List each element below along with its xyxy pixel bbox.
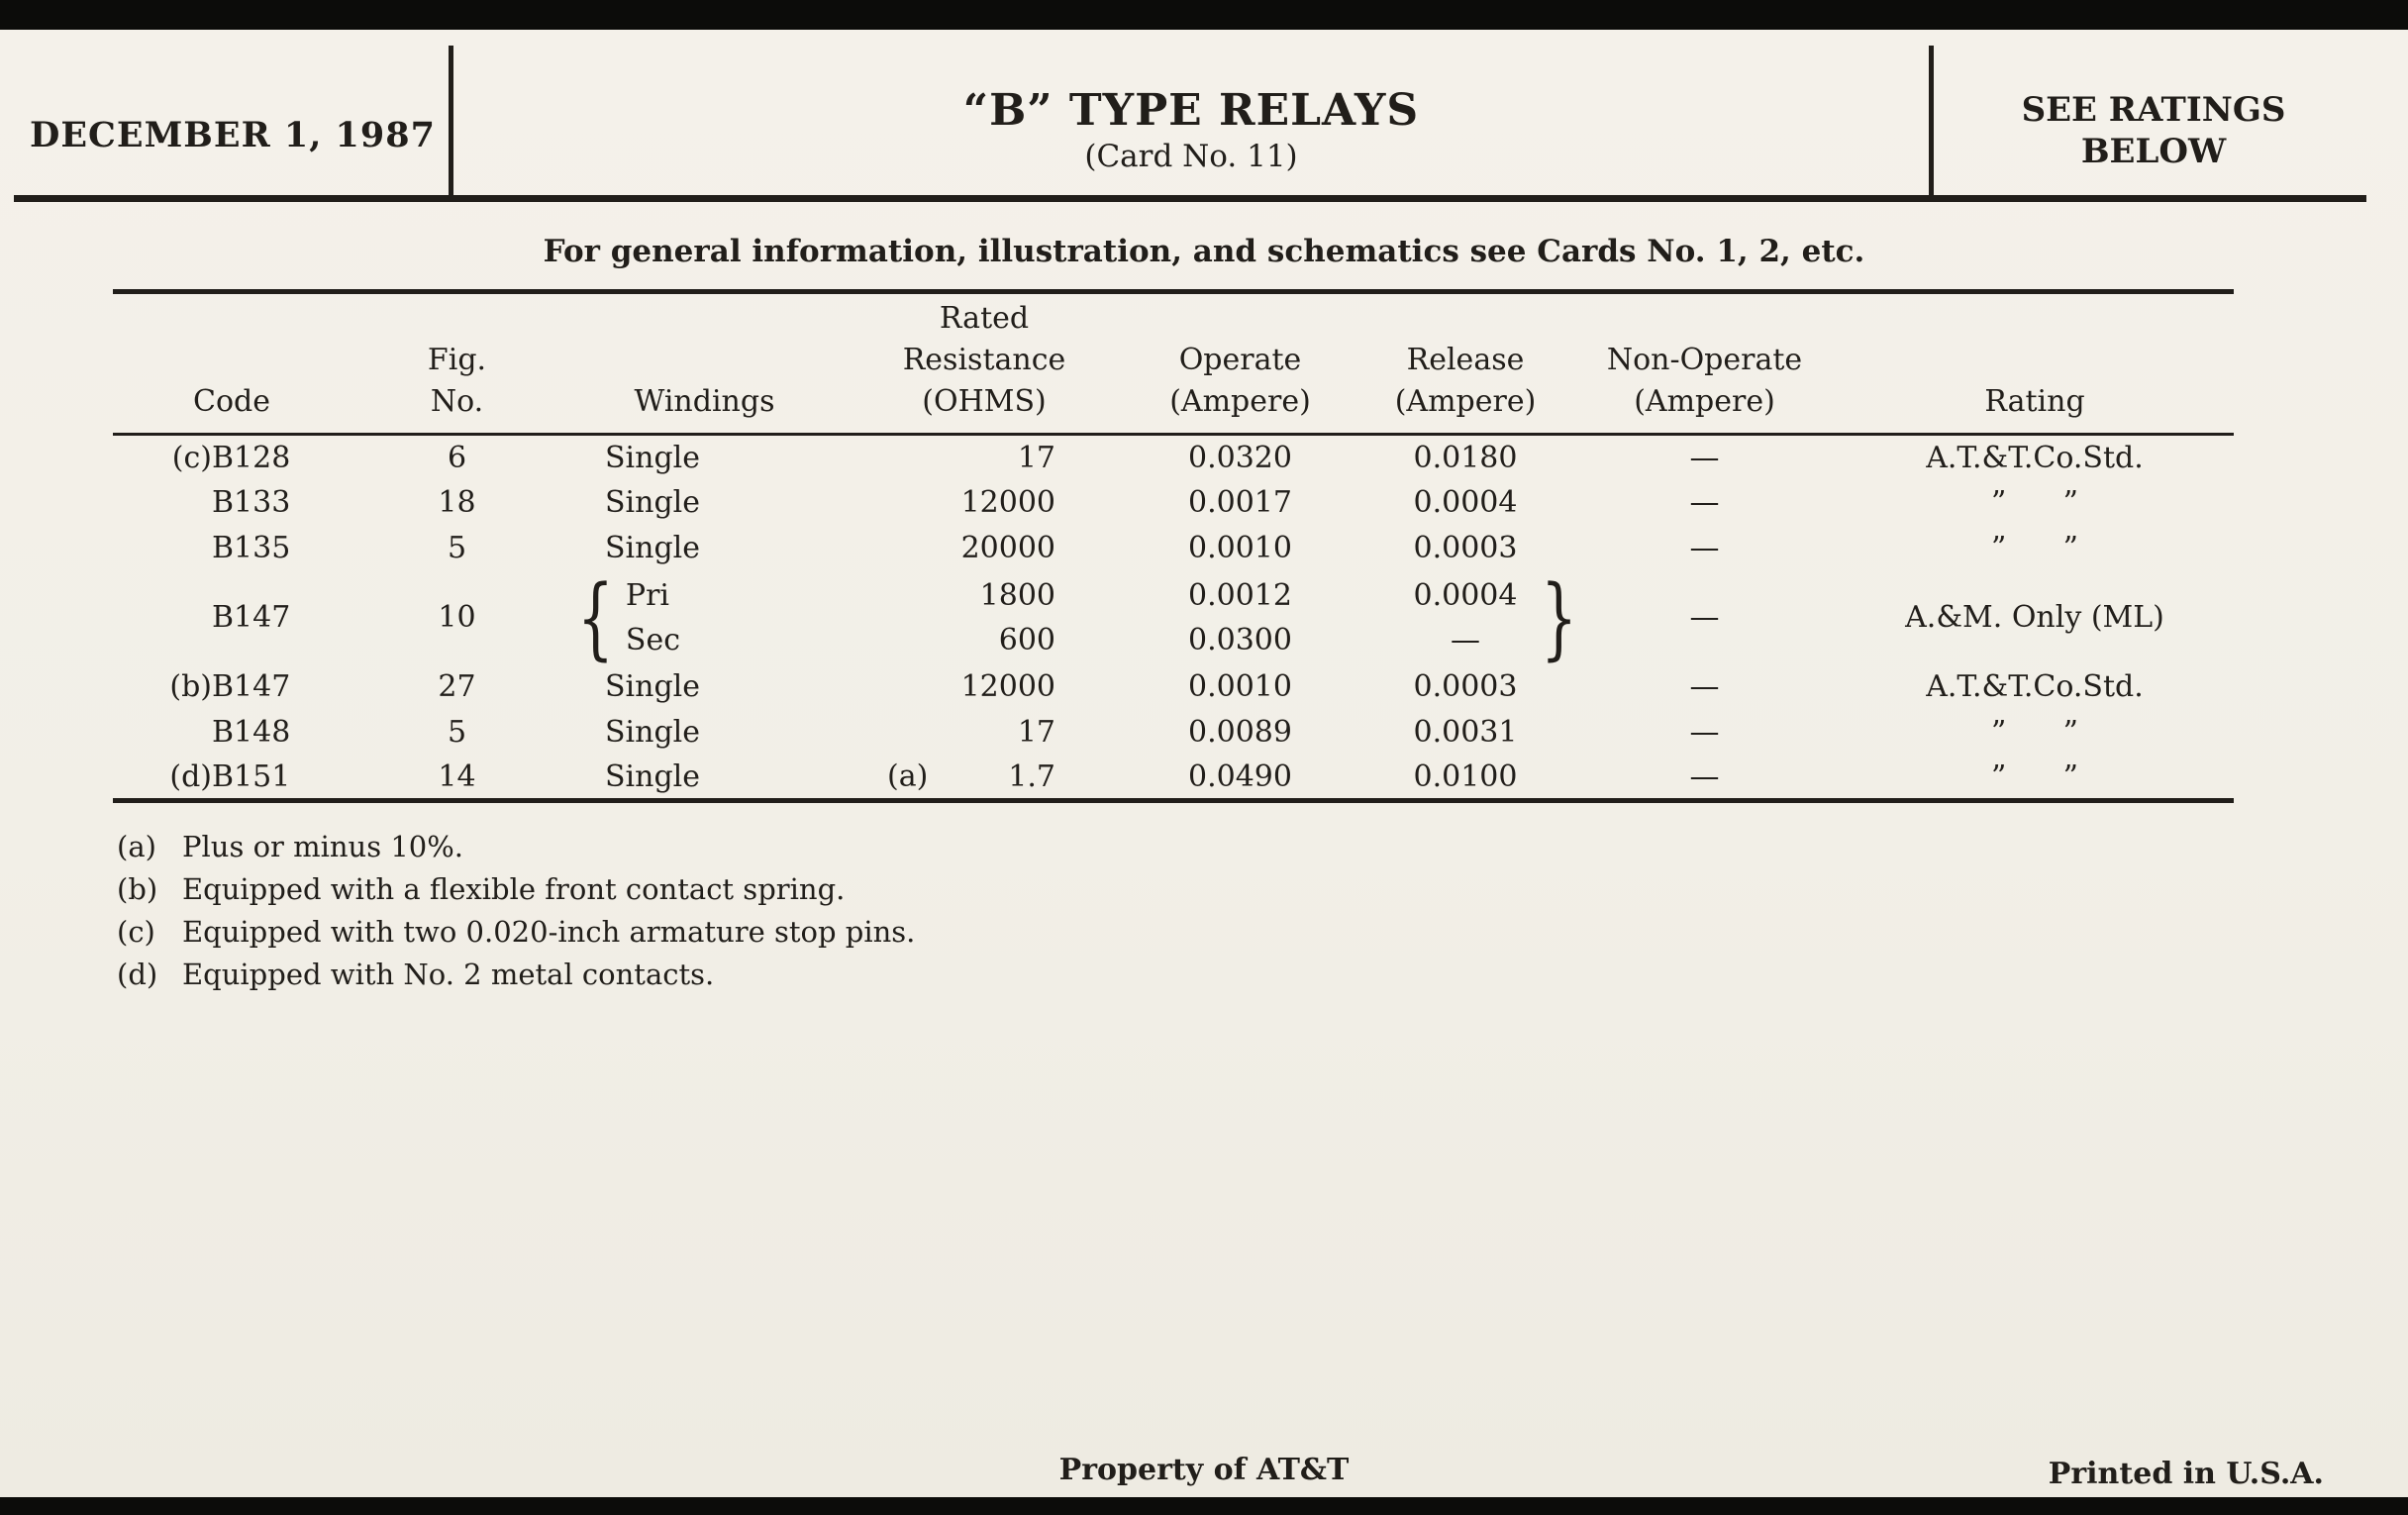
- cell-resistance: [846, 756, 1123, 801]
- cell-resistance: 20000: [960, 531, 1055, 565]
- cell-fig: 6: [447, 440, 467, 475]
- relay-table: [113, 289, 2234, 803]
- cell-non-operate: —: [1689, 485, 1720, 520]
- footnote-label: (a): [117, 830, 156, 863]
- resistance-footnote-ref: (a): [887, 758, 929, 794]
- row-b147: [113, 664, 2234, 710]
- col-header-non-operate-line2: (Ampere): [1634, 384, 1775, 419]
- row-b128: [113, 435, 2234, 480]
- cell-fig: 27: [438, 669, 476, 704]
- code-value: B135: [212, 531, 291, 565]
- footnote-c: [117, 911, 915, 954]
- col-header-resistance-line2: Resistance: [902, 343, 1066, 377]
- cell-code: [113, 571, 351, 664]
- code-value: B151: [212, 758, 291, 794]
- col-header-fig: [351, 292, 563, 435]
- cell-code: [113, 664, 351, 710]
- cell-resistance: 17: [1017, 440, 1055, 475]
- cell-rating-ditto: ” ”: [1991, 531, 2078, 565]
- col-header-release-line2: (Ampere): [1394, 384, 1537, 419]
- col-header-operate: [1123, 292, 1357, 435]
- col-header-code-label: Code: [193, 384, 270, 419]
- col-header-windings-label: Windings: [634, 384, 775, 419]
- cell-resistance: 12000: [960, 485, 1055, 520]
- cell-fig: 14: [438, 758, 476, 794]
- code-value: B147: [212, 600, 291, 635]
- footnote-label: (b): [117, 872, 158, 906]
- header-rule: [14, 195, 2366, 202]
- col-header-release: [1357, 292, 1573, 435]
- cell-windings: Single: [605, 715, 701, 750]
- footnote-a: [117, 826, 915, 868]
- footnotes: [117, 826, 915, 996]
- cell-windings: Single: [605, 758, 701, 794]
- col-header-rating-label: Rating: [1984, 384, 2085, 419]
- cell-operate-dual: [1123, 571, 1357, 664]
- cell-code: [113, 435, 351, 480]
- card-title-block: [453, 85, 1929, 174]
- operate-primary: 0.0012: [1188, 577, 1292, 613]
- cell-non-operate: —: [1689, 669, 1720, 704]
- cell-windings: Single: [605, 440, 701, 475]
- cell-code: [113, 710, 351, 756]
- footnote-label: (c): [117, 915, 155, 949]
- row-b151: [113, 756, 2234, 801]
- cell-code: [113, 756, 351, 801]
- cell-operate: 0.0490: [1188, 758, 1292, 794]
- footnote-text: Plus or minus 10%.: [182, 830, 464, 863]
- cell-rating-ditto: ” ”: [1991, 485, 2078, 520]
- col-header-non-operate: [1573, 292, 1836, 435]
- property-notice: Property of AT&T: [1058, 1453, 1350, 1487]
- code-value: B128: [212, 440, 291, 475]
- release-primary: 0.0004: [1413, 577, 1518, 613]
- row-b148: [113, 710, 2234, 756]
- col-header-rating: [1836, 292, 2234, 435]
- cell-non-operate: —: [1689, 715, 1720, 750]
- row-b135: [113, 526, 2234, 571]
- printed-notice: Printed in U.S.A.: [2048, 1457, 2324, 1491]
- footnote-text: Equipped with two 0.020-inch armature stop pins.: [182, 915, 916, 949]
- cell-non-operate: —: [1689, 600, 1720, 635]
- relay-spec-table: [113, 289, 2234, 803]
- table-header-row: [113, 292, 2234, 435]
- close-brace: }: [1541, 564, 1577, 670]
- cell-release: 0.0100: [1413, 758, 1518, 794]
- resistance-secondary: 600: [998, 622, 1055, 657]
- code-footnote-prefix: (d): [169, 758, 212, 794]
- cell-fig: 10: [438, 600, 476, 635]
- cell-release: 0.0003: [1413, 669, 1518, 704]
- col-header-fig-line1: Fig.: [427, 343, 487, 377]
- cell-resistance-dual: [846, 571, 1123, 664]
- cell-fig: 5: [447, 715, 467, 750]
- code-value: B147: [212, 669, 291, 704]
- winding-primary-label: Pri: [625, 577, 670, 613]
- operate-secondary: 0.0300: [1188, 622, 1292, 657]
- footnote-d: [117, 954, 915, 996]
- cell-operate: 0.0010: [1188, 669, 1292, 704]
- issue-date: DECEMBER 1, 1987: [30, 115, 436, 155]
- cell-windings: Single: [605, 531, 701, 565]
- ratings-note-line1: SEE RATINGS: [2021, 90, 2286, 130]
- cell-non-operate: —: [1689, 440, 1720, 475]
- footnote-label: (d): [117, 958, 158, 991]
- row-b147-dual-winding: [113, 571, 2234, 664]
- scan-edge-bottom: [0, 1497, 2408, 1515]
- cell-resistance: 12000: [960, 669, 1055, 704]
- cell-code: [113, 526, 351, 571]
- col-header-operate-line2: (Ampere): [1169, 384, 1311, 419]
- col-header-operate-line1: Operate: [1178, 343, 1302, 377]
- cell-release-dual: [1357, 564, 1577, 670]
- cell-fig: 5: [447, 531, 467, 565]
- footnote-text: Equipped with No. 2 metal contacts.: [182, 958, 715, 991]
- release-secondary: —: [1450, 622, 1480, 657]
- col-header-non-operate-line1: Non-Operate: [1606, 343, 1803, 377]
- cell-operate: 0.0010: [1188, 531, 1292, 565]
- cell-rating: A.&M. Only (ML): [1905, 600, 2164, 635]
- col-header-code: [113, 292, 351, 435]
- relay-data-card: [0, 30, 2408, 1497]
- cell-operate: 0.0089: [1188, 715, 1292, 750]
- cell-windings: Single: [605, 485, 701, 520]
- cell-release: 0.0004: [1413, 485, 1518, 520]
- cell-operate: 0.0017: [1188, 485, 1292, 520]
- col-header-release-line1: Release: [1406, 343, 1525, 377]
- col-header-fig-line2: No.: [430, 384, 484, 419]
- card-number: (Card No. 11): [1084, 139, 1298, 174]
- resistance-primary: 1800: [979, 577, 1055, 613]
- code-footnote-prefix: (c): [171, 440, 212, 475]
- cell-operate: 0.0320: [1188, 440, 1292, 475]
- cell-code: [113, 480, 351, 526]
- code-value: B133: [212, 485, 291, 520]
- cell-rating-ditto: ” ”: [1991, 715, 2078, 750]
- open-brace: {: [577, 564, 614, 670]
- winding-secondary-label: Sec: [625, 622, 681, 657]
- col-header-resistance-line3: (OHMS): [922, 384, 1047, 419]
- col-header-windings: [563, 292, 846, 435]
- scan-edge-top: [0, 0, 2408, 30]
- cell-resistance: 17: [1017, 715, 1055, 750]
- cell-fig: 18: [438, 485, 476, 520]
- cell-release: 0.0003: [1413, 531, 1518, 565]
- ratings-note: [1931, 89, 2376, 172]
- cell-release: 0.0180: [1413, 440, 1518, 475]
- col-header-resistance: [846, 292, 1123, 435]
- card-title: “B” TYPE RELAYS: [962, 85, 1420, 136]
- cell-rating: A.T.&T.Co.Std.: [1926, 669, 2144, 704]
- resistance-value: 1.7: [1008, 758, 1055, 794]
- code-value: B148: [212, 715, 291, 750]
- cell-rating: A.T.&T.Co.Std.: [1926, 440, 2144, 475]
- cell-non-operate: —: [1689, 531, 1720, 565]
- col-header-resistance-line1: Rated: [939, 301, 1030, 336]
- cell-release: 0.0031: [1413, 715, 1518, 750]
- footnote-b: [117, 868, 915, 911]
- row-b133: [113, 480, 2234, 526]
- intro-note: For general information, illustration, and schematics see Cards No. 1, 2, etc.: [543, 234, 1865, 269]
- code-footnote-prefix: (b): [169, 669, 212, 704]
- cell-non-operate: —: [1689, 758, 1720, 794]
- cell-windings: Single: [605, 669, 701, 704]
- footnote-text: Equipped with a flexible front contact spring.: [182, 872, 846, 906]
- ratings-note-line2: BELOW: [2080, 132, 2227, 171]
- cell-rating-ditto: ” ”: [1991, 758, 2078, 794]
- cell-windings-dual: [563, 564, 846, 670]
